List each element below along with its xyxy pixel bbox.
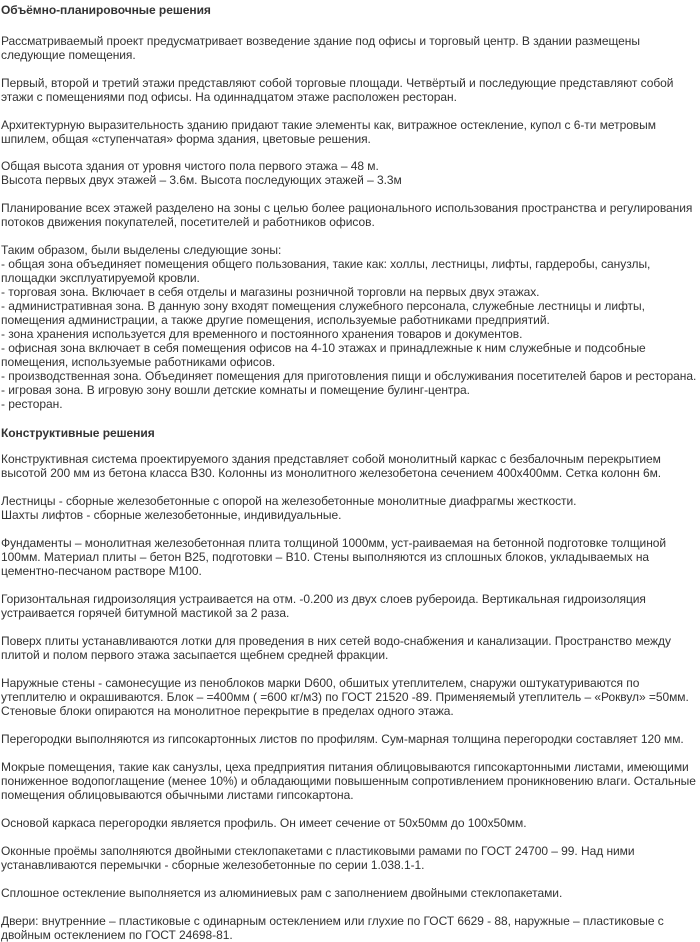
paragraph <box>1 34 640 62</box>
paragraph <box>1 76 673 104</box>
paragraph <box>1 159 402 187</box>
section-heading <box>1 426 155 440</box>
text-line: Фундаменты – монолитная железобетонная плита толщиной 1000мм, уст-раиваемая на бетонной подготовке толщиной <box>1 536 667 550</box>
text-line: Архитектурную выразительность зданию придают такие элементы как, витражное остекление, купол с 6-ти метровым <box>1 118 656 132</box>
paragraph <box>1 243 696 411</box>
paragraph <box>1 676 689 718</box>
paragraph <box>1 816 526 830</box>
text-line: Планирование всех этажей разделено на зоны с целью более рационального использования пространства и регулирования <box>1 201 693 215</box>
text-line: двойным остеклением по ГОСТ 24698-81. <box>1 928 233 942</box>
text-line: Основой каркаса перегородки является профиль. Он имеет сечение от 50х50мм до 100х50мм. <box>1 816 527 830</box>
text-line: Шахты лифтов - сборные железобетонные, индивидуальные. <box>1 508 342 522</box>
paragraph <box>1 494 576 522</box>
text-line: Горизонтальная гидроизоляция устраивается на отм. -0.200 из двух слоев рубероида. Вертикальная гидроизоляция <box>1 592 646 606</box>
text-line: плитой и полом первого этажа засыпается щебнем средней фракции. <box>1 648 389 662</box>
text-line: устанавливаются перемычки - сборные железобетонные по серии 1.038.1-1. <box>1 858 425 872</box>
text-line: Общая высота здания от уровня чистого пола первого этажа – 48 м. <box>1 159 379 173</box>
text-line: Первый, второй и третий этажи представляют собой торговые площади. Четвёртый и последующие представляют собой <box>1 76 674 90</box>
paragraph <box>1 886 562 900</box>
section-heading <box>1 3 211 17</box>
paragraph <box>1 118 656 146</box>
text-line: шпилем, общая «ступенчатая» форма здания, цветовые решения. <box>1 132 371 146</box>
paragraph <box>1 592 646 620</box>
paragraph <box>1 536 666 578</box>
text-line: Оконные проёмы заполняются двойными стеклопакетами с пластиковыми рамами по ГОСТ 24700 – 99. Над ними <box>1 844 635 858</box>
heading-text: Конструктивные решения <box>1 426 155 440</box>
text-line: - ресторан. <box>1 397 63 411</box>
text-line: - административная зона. В данную зону входят помещения служебного персонала, служебные лестницы и лифты, <box>1 299 645 313</box>
text-line: - игровая зона. В игровую зону вошли детские комнаты и помещение булинг-центра. <box>1 383 470 397</box>
paragraph <box>1 201 692 229</box>
text-line: - производственная зона. Объединяет помещения для приготовления пищи и обслуживания посетителей баров и ресторана. <box>1 369 697 383</box>
paragraph <box>1 760 696 802</box>
text-line: высотой 200 мм из бетона класса В30. Колонны из монолитного железобетона сечением 400х400мм. Сетка колонн 6м. <box>1 466 662 480</box>
text-line: Стеновые блоки опираются на монолитное перекрытие в пределах одного этажа. <box>1 704 454 718</box>
text-line: Рассматриваемый проект предусматривает возведение здание под офисы и торговый центр. В здании размещены <box>1 34 640 48</box>
text-line: - зона хранения используется для временного и постоянного хранения товаров и документов. <box>1 327 523 341</box>
heading-text: Объёмно-планировочные решения <box>1 3 211 17</box>
text-line: этажи с помещениями под офисы. На одиннадцатом этаже расположен ресторан. <box>1 90 457 104</box>
paragraph <box>1 732 684 746</box>
text-line: потоков движения покупателей, посетителей и работников офисов. <box>1 215 375 229</box>
paragraph <box>1 844 635 872</box>
text-line: утеплителю и окрашиваются. Блок – =400мм ( =600 кг/м3) по ГОСТ 21520 -89. Применяемый утеплитель – «Роквул» =50мм. <box>1 690 689 704</box>
text-line: Лестницы - сборные железобетонные с опорой на железобетонные монолитные диафрагмы жесткости. <box>1 494 577 508</box>
text-line: Мокрые помещения, такие как санузлы, цеха предприятия питания облицовываются гипсокартонными листами, имеющими <box>1 760 689 774</box>
text-line: помещения облицовываются обычными листами гипсокартона. <box>1 788 354 802</box>
text-line: площадки эксплуатируемой кровли. <box>1 271 200 285</box>
text-line: Конструктивная система проектируемого здания представляет собой монолитный каркас с безбалочным перекрытием <box>1 452 661 466</box>
text-line: Поверх плиты устанавливаются лотки для проведения в них сетей водо-снабжения и канализации. Пространство между <box>1 634 671 648</box>
text-line: помещения, используемые работниками офисов. <box>1 355 276 369</box>
text-line: Высота первых двух этажей – 3.6м. Высота последующих этажей – 3.3м <box>1 173 402 187</box>
paragraph <box>1 452 661 480</box>
text-line: Наружные стены - самонесущие из пеноблоков марки D600, обшитых утеплителем, снаружи оштукатуриваются по <box>1 676 640 690</box>
text-line: пониженное водопоглащение (менее 10%) и обладающими повышенным сопротивлением проникновению влаги. Остальные <box>1 774 696 788</box>
paragraph <box>1 634 671 662</box>
text-line: 100мм. Материал плиты – бетон В25, подготовки – В10. Стены выполняются из сплошных блоков, укладываемых на <box>1 550 650 564</box>
text-line: помещения администрации, а также другие помещения, используемые работниками предприятий. <box>1 313 550 327</box>
text-line: Двери: внутренние – пластиковые с одинарным остеклением или глухие по ГОСТ 6629 - 88, наружные – пластиковые с <box>1 914 664 928</box>
text-line: Таким образом, были выделены следующие зоны: <box>1 243 282 257</box>
text-line: - офисная зона включает в себя помещения офисов на 4-10 этажах и принадлежные к ним служебные и подсобные <box>1 341 646 355</box>
text-line: - торговая зона. Включает в себя отделы и магазины розничной торговли на первых двух этажах. <box>1 285 540 299</box>
text-line: - общая зона объединяет помещения общего пользования, такие как: холлы, лестницы, лифты, гардеробы, санузлы, <box>1 257 651 271</box>
text-line: устраивается горячей битумной мастикой за 2 раза. <box>1 606 290 620</box>
paragraph <box>1 914 664 942</box>
text-line: цементно-песчаном растворе М100. <box>1 564 202 578</box>
text-line: следующие помещения. <box>1 48 136 62</box>
text-line: Перегородки выполняются из гипсокартонных листов по профилям. Сум-марная толщина перегородки составляет 120 мм. <box>1 732 684 746</box>
text-line: Сплошное остекление выполняется из алюминиевых рам с заполнением двойными стеклопакетами. <box>1 886 563 900</box>
